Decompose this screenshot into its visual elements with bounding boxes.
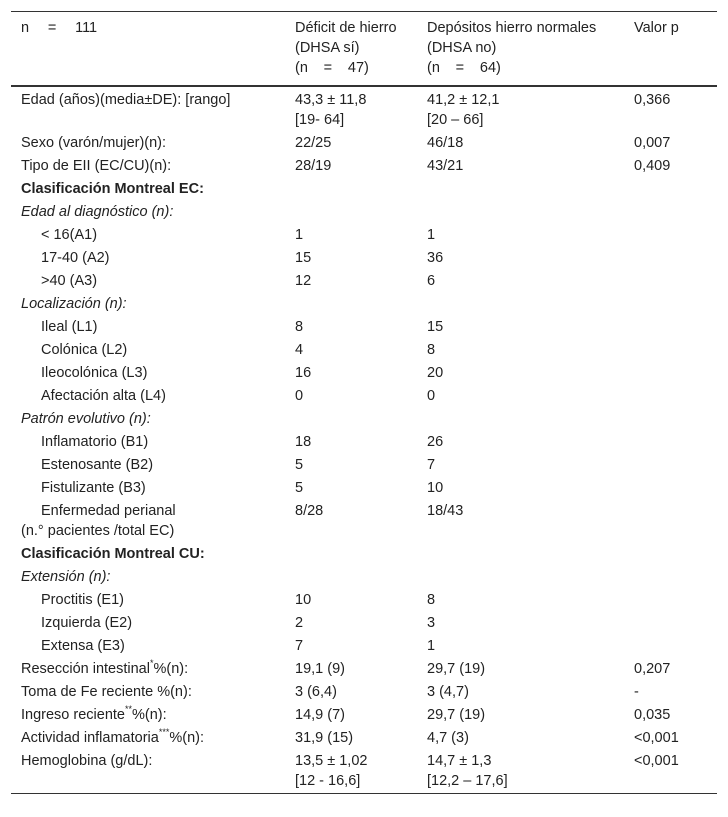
header-dhsa-yes-sub: (DHSA sí): [295, 40, 360, 56]
cell-dhsa-yes: 31,9 (15): [295, 730, 354, 746]
table-row: [11, 612, 717, 635]
header-n-equals: =: [47, 20, 57, 36]
cell-p-value: -: [634, 684, 639, 700]
table-row: [11, 477, 717, 500]
row-label: Resección intestinal*%(n):: [21, 658, 189, 677]
table-row: [11, 86, 717, 132]
cell-dhsa-yes: 0: [295, 388, 304, 404]
table-header: [11, 12, 717, 87]
row-label: Izquierda (E2): [41, 615, 133, 631]
cell-dhsa-no: 10: [427, 480, 444, 496]
cell-dhsa-no: 0: [427, 388, 436, 404]
cell-dhsa-no: 1: [427, 638, 436, 654]
table-row: [11, 362, 717, 385]
cell-dhsa-yes: 8/28: [295, 503, 324, 519]
header-dhsa-no: [417, 12, 624, 87]
cell-dhsa-no: 29,7 (19): [427, 707, 486, 723]
cell-p-value: 0,409: [634, 158, 671, 174]
row-label: Colónica (L2): [41, 342, 128, 358]
cell-p-value: 0,035: [634, 707, 671, 723]
table-row: [11, 247, 717, 270]
table-row: [11, 224, 717, 247]
cell-dhsa-yes: 14,9 (7): [295, 707, 345, 723]
cell-dhsa-yes: 8: [295, 319, 304, 335]
row-label: Ileal (L1): [41, 319, 98, 335]
row-label: Enfermedad perianal (n.° pacientes /total EC): [21, 503, 176, 539]
table-row: [11, 454, 717, 477]
table-row: [11, 589, 717, 612]
row-label: Tipo de EII (EC/CU)(n):: [21, 158, 172, 174]
table-row: [11, 339, 717, 362]
cell-p-value: <0,001: [634, 730, 679, 746]
table-row: [11, 704, 717, 727]
table-row: [11, 132, 717, 155]
cell-dhsa-yes: 15: [295, 250, 312, 266]
cell-dhsa-yes: 2: [295, 615, 304, 631]
iron-deficiency-table: [11, 11, 717, 794]
subsection-row: [11, 293, 717, 316]
table-row: [11, 316, 717, 339]
cell-p-value: <0,001: [634, 753, 679, 769]
cell-dhsa-no: 4,7 (3): [427, 730, 469, 746]
table-row: [11, 750, 717, 794]
cell-dhsa-no: 29,7 (19): [427, 661, 486, 677]
row-label: Edad (años)(media±DE): [rango]: [21, 92, 231, 108]
table-row: [11, 385, 717, 408]
subsection-heading-edad-diagnostico: Edad al diagnóstico (n):: [21, 204, 174, 220]
cell-dhsa-yes: 12: [295, 273, 312, 289]
cell-dhsa-no: 18/43: [427, 503, 464, 519]
header-n-value: 111: [75, 20, 98, 36]
table-row: [11, 270, 717, 293]
section-row: [11, 543, 717, 566]
table-row: [11, 727, 717, 750]
header-n-label: n: [21, 20, 30, 36]
subsection-heading-patron-evolutivo: Patrón evolutivo (n):: [21, 411, 151, 427]
cell-dhsa-yes: 5: [295, 480, 304, 496]
cell-dhsa-yes: 4: [295, 342, 304, 358]
row-label: Fistulizante (B3): [41, 480, 146, 496]
row-label: 17-40 (A2): [41, 250, 110, 266]
header-p-value: [624, 12, 717, 87]
header-dhsa-no-n: (n = 64): [427, 60, 501, 76]
cell-dhsa-yes: 10: [295, 592, 312, 608]
cell-p-value: 0,207: [634, 661, 671, 677]
row-label: Extensa (E3): [41, 638, 125, 654]
subsection-row: [11, 566, 717, 589]
header-dhsa-no-sub: (DHSA no): [427, 40, 497, 56]
cell-dhsa-no: 36: [427, 250, 444, 266]
header-dhsa-no-title: Depósitos hierro normales: [427, 20, 597, 36]
cell-dhsa-no: 1: [427, 227, 436, 243]
table-body: [11, 86, 717, 793]
header-p-value-label: Valor p: [634, 20, 679, 36]
row-label: Sexo (varón/mujer)(n):: [21, 135, 167, 151]
row-label: Afectación alta (L4): [41, 388, 166, 404]
table-row: [11, 155, 717, 178]
cell-dhsa-yes: 22/25: [295, 135, 332, 151]
cell-dhsa-no: 20: [427, 365, 444, 381]
header-dhsa-yes-title: Déficit de hierro: [295, 20, 397, 36]
subsection-heading-localizacion: Localización (n):: [21, 296, 127, 312]
row-label: Estenosante (B2): [41, 457, 154, 473]
section-heading-montreal-cu: Clasificación Montreal CU:: [21, 546, 205, 562]
cell-dhsa-yes: 19,1 (9): [295, 661, 345, 677]
cell-dhsa-yes: 18: [295, 434, 312, 450]
row-label: Ingreso reciente**%(n):: [21, 704, 167, 723]
cell-dhsa-no: 7: [427, 457, 436, 473]
row-label: Inflamatorio (B1): [41, 434, 149, 450]
subsection-heading-extension: Extensión (n):: [21, 569, 111, 585]
cell-dhsa-no: 26: [427, 434, 444, 450]
cell-dhsa-no: 8: [427, 342, 436, 358]
cell-dhsa-no: 43/21: [427, 158, 464, 174]
row-label: Actividad inflamatoria***%(n):: [21, 727, 204, 746]
row-label: Ileocolónica (L3): [41, 365, 148, 381]
cell-dhsa-no: 8: [427, 592, 436, 608]
cell-dhsa-yes: 28/19: [295, 158, 332, 174]
cell-dhsa-yes: 16: [295, 365, 312, 381]
row-label: Proctitis (E1): [41, 592, 124, 608]
section-heading-montreal-ec: Clasificación Montreal EC:: [21, 181, 204, 197]
cell-dhsa-no: 46/18: [427, 135, 464, 151]
table-row: [11, 500, 717, 543]
cell-p-value: 0,366: [634, 92, 671, 108]
iron-deficiency-table-container: [11, 11, 717, 794]
table-row: [11, 431, 717, 454]
cell-dhsa-yes: 5: [295, 457, 304, 473]
cell-dhsa-yes: 1: [295, 227, 304, 243]
table-row: [11, 635, 717, 658]
cell-dhsa-no: 3 (4,7): [427, 684, 469, 700]
table-row: [11, 681, 717, 704]
header-row: [11, 12, 717, 87]
cell-dhsa-no: 6: [427, 273, 436, 289]
section-row: [11, 178, 717, 201]
row-label: Hemoglobina (g/dL):: [21, 753, 153, 769]
cell-dhsa-no: 41,2 ± 12,1 [20 – 66]: [427, 92, 500, 128]
row-label: < 16(A1): [41, 227, 98, 243]
cell-dhsa-no: 15: [427, 319, 444, 335]
row-label: >40 (A3): [41, 273, 98, 289]
cell-dhsa-yes: 13,5 ± 1,02 [12 - 16,6]: [295, 753, 368, 789]
subsection-row: [11, 201, 717, 224]
subsection-row: [11, 408, 717, 431]
cell-p-value: 0,007: [634, 135, 671, 151]
cell-dhsa-no: 3: [427, 615, 436, 631]
header-total-n: [11, 12, 285, 87]
cell-dhsa-no: 14,7 ± 1,3 [12,2 – 17,6]: [427, 753, 508, 789]
cell-dhsa-yes: 3 (6,4): [295, 684, 337, 700]
header-dhsa-yes: [285, 12, 417, 87]
header-dhsa-yes-n: (n = 47): [295, 60, 369, 76]
row-label: Toma de Fe reciente %(n):: [21, 684, 192, 700]
cell-dhsa-yes: 7: [295, 638, 304, 654]
table-row: [11, 658, 717, 681]
cell-dhsa-yes: 43,3 ± 11,8 [19- 64]: [295, 92, 367, 128]
